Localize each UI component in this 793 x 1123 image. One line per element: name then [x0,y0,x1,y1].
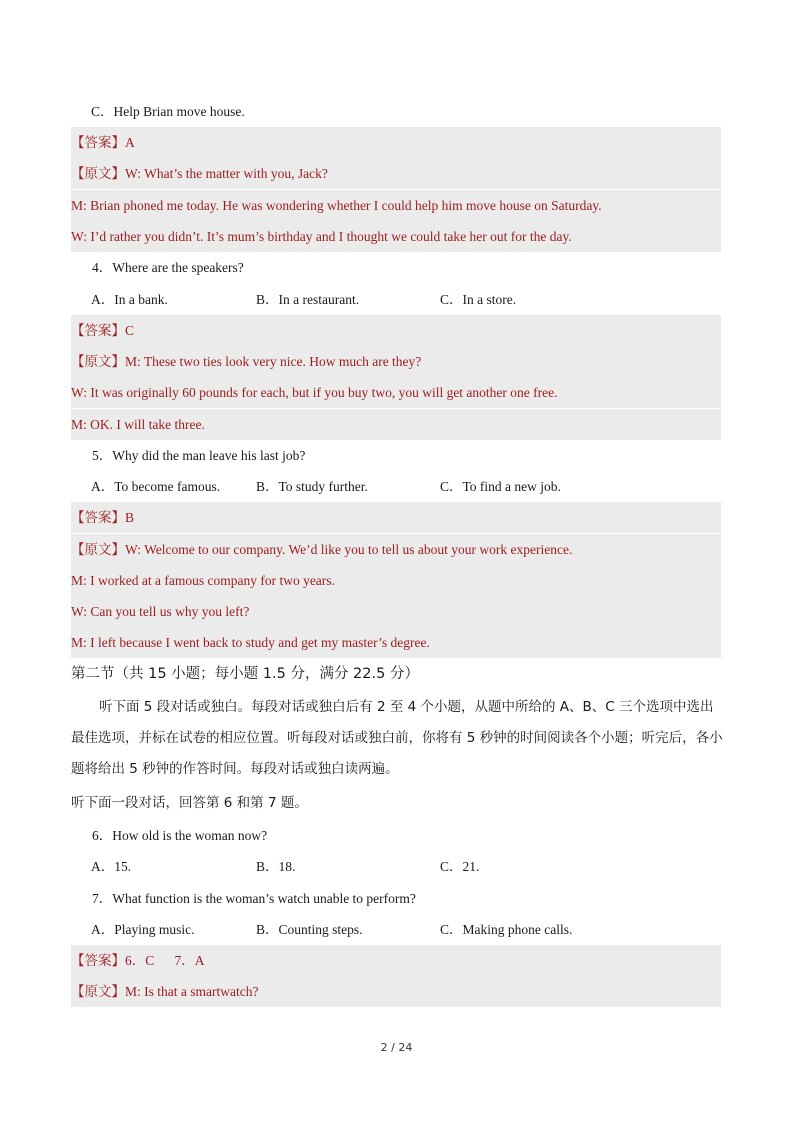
option-a: A．To become famous. [91,479,221,494]
option-a: A．Playing music. [91,922,195,937]
question-7: 7．What function is the woman’s watch unable to perform? [92,891,416,906]
script-line [71,534,721,565]
script-line: M: Brian phoned me today. He was wondering whether I could help him move house on Saturday. [71,190,721,221]
script-text: M: These two ties look very nice. How much are they? [125,354,422,369]
answer-row-q3 [71,127,721,158]
script-line: W: It was originally 60 pounds for each, but if you buy two, you will get another one free. [71,377,721,408]
script-line: M: OK. I will take three. [71,409,721,440]
option-c: C．Making phone calls. [440,922,573,937]
script-line: W: Can you tell us why you left? [71,596,721,627]
script-line: W: I’d rather you didn’t. It’s mum’s birthday and I thought we could take her out for the day. [71,221,721,252]
script-tag: 【原文】 [71,354,125,370]
question-5: 5．Why did the man leave his last job? [92,448,306,463]
option-b: B．To study further. [256,479,368,494]
answer-value: B [125,510,135,525]
answer-row-q6-q7 [71,945,721,976]
options-q7 [71,914,721,945]
answer-tag: 【答案】 [71,510,125,526]
answer-tag: 【答案】 [71,953,125,969]
script-tag: 【原文】 [71,166,125,182]
question-6: 6．How old is the woman now? [92,828,268,843]
page-number: 2 / 24 [380,1041,413,1054]
options-q6 [71,851,721,882]
answer-row-q5 [71,502,721,533]
option-a: A．In a bank. [91,292,168,307]
script-line [71,976,721,1007]
option-c: C．In a store. [440,292,517,307]
answer-tag: 【答案】 [71,323,125,339]
q3-option-c: C．Help Brian move house. [91,104,245,119]
option-b: B．Counting steps. [256,922,363,937]
answer-value: C [125,323,135,338]
script-tag: 【原文】 [71,984,125,1000]
script-line [71,158,721,189]
script-tag: 【原文】 [71,542,125,558]
script-line: M: I worked at a famous company for two years. [71,565,721,596]
option-b: B．18. [256,859,296,874]
section-heading: 第二节（共 15 小题；每小题 1.5 分，满分 22.5 分） [71,666,419,682]
option-b: B．In a restaurant. [256,292,360,307]
answer-value: A [125,135,135,150]
option-c: C．To find a new job. [440,479,561,494]
script-line [71,346,721,377]
options-q4 [71,284,721,315]
answer-row-q4 [71,315,721,346]
option-a: A．15. [91,859,132,874]
script-line: M: I left because I went back to study and get my master’s degree. [71,627,721,658]
section-instruction: 听下面 5 段对话或独白。每段对话或独白后有 2 至 4 个小题，从题中所给的 A、B、C 三个选项中选出最佳选项，并标在试卷的相应位置。听每段对话或独白前，你将有 5 秒钟的时间阅读各个小题；听完后，各小题将给出 5 秒钟的作答时间。每段对话或独白读两遍。 [71,699,723,777]
options-q5 [71,471,721,502]
script-text: W: Welcome to our company. We’d like you to tell us about your work experience. [125,542,573,557]
script-text: W: What’s the matter with you, Jack? [125,166,328,181]
dialogue-intro: 听下面一段对话，回答第 6 和第 7 题。 [71,795,308,811]
script-text: M: Is that a smartwatch? [125,984,259,999]
option-c: C．21. [440,859,480,874]
answer-tag: 【答案】 [71,135,125,151]
question-4: 4．Where are the speakers? [92,260,244,275]
answer-value: 6．C 7．A [125,953,205,968]
